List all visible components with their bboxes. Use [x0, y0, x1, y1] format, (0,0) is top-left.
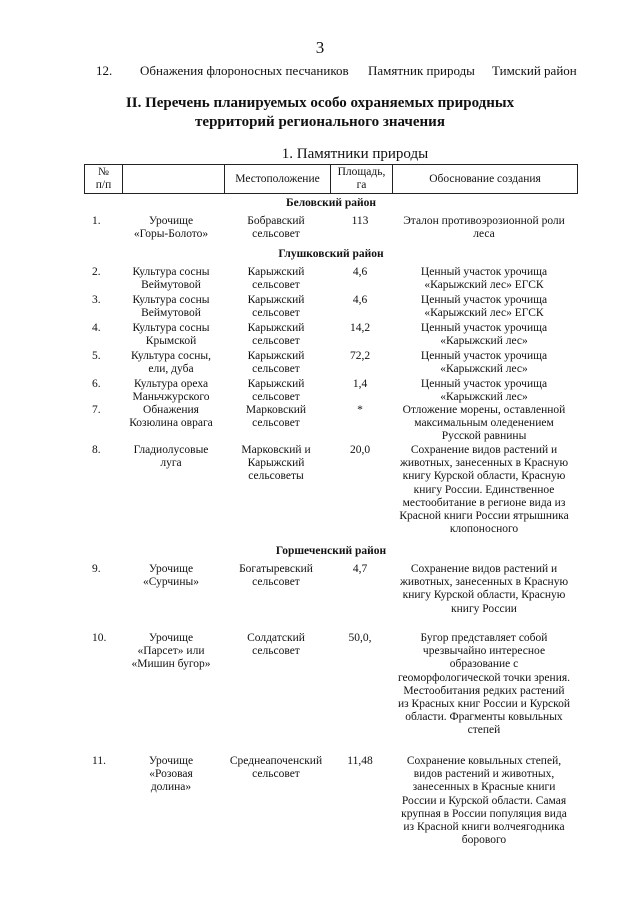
cell-area: 113	[351, 215, 369, 227]
cell-area: 4,6	[352, 294, 368, 306]
table-header	[84, 164, 578, 194]
cell-area: *	[357, 404, 363, 416]
cell-loc: Карыжский сельсовет	[247, 350, 305, 376]
header-area: Площадь, га	[331, 165, 393, 193]
cell-num: 11.	[92, 755, 106, 767]
cell-area: 20,0	[349, 444, 371, 456]
section-title	[40, 94, 600, 132]
cell-reason: Эталон противоэрозионной роли леса	[403, 215, 565, 241]
cell-name: Урочище «Сурчины»	[143, 563, 199, 589]
cell-loc: Карыжский сельсовет	[247, 266, 305, 292]
cell-loc: Солдатский сельсовет	[247, 632, 305, 658]
cell-reason: Сохранение видов растений и животных, занесенных в Красную книгу Курской области, Красную книгу России. Единственное местообитание в регионе вида из Красной книги России ятрышника клопоносного	[399, 444, 569, 536]
cell-num: 9.	[92, 563, 101, 575]
region-gorshechensky: Горшеченский район	[275, 545, 387, 557]
cell-name: Урочище «Парсет» или «Мишин бугор»	[131, 632, 211, 671]
cell-loc: Марковский и Карыжский сельсоветы	[241, 444, 311, 483]
cell-num: 1.	[92, 215, 101, 227]
cell-name: Культура ореха Маньчжурского	[132, 378, 210, 404]
cell-num: 5.	[92, 350, 101, 362]
cell-name: Культура сосны Веймутовой	[132, 266, 210, 292]
section-title-line2: территорий регионального значения	[195, 114, 445, 130]
top-row-num: 12.	[96, 63, 113, 78]
header-reason: Обоснование создания	[429, 172, 541, 185]
cell-reason: Бугор представляет собой чрезвычайно интересное образование с геоморфологической точки зрения. Местообитания редких растений из Красных книг России и Курской области. Фрагменты ковыльных степей	[397, 632, 571, 737]
cell-area: 14,2	[349, 322, 371, 334]
top-row-type: Памятник природы	[368, 63, 475, 78]
cell-num: 10.	[92, 632, 107, 644]
cell-reason: Ценный участок урочища «Карыжский лес» ЕГСК	[420, 294, 548, 320]
cell-name: Урочище «Розовая долина»	[148, 755, 194, 794]
cell-name: Обнажения Козюлина оврага	[129, 404, 213, 430]
cell-area: 50,0,	[348, 632, 372, 644]
top-row-name: Обнажения флороносных песчаников	[140, 63, 349, 78]
cell-loc: Карыжский сельсовет	[247, 378, 305, 404]
cell-loc: Бобравский сельсовет	[247, 215, 305, 241]
cell-area: 1,4	[352, 378, 368, 390]
cell-reason: Ценный участок урочища «Карыжский лес» ЕГСК	[420, 266, 548, 292]
cell-loc: Марковский сельсовет	[245, 404, 307, 430]
cell-num: 3.	[92, 294, 101, 306]
cell-loc: Карыжский сельсовет	[247, 322, 305, 348]
cell-loc: Карыжский сельсовет	[247, 294, 305, 320]
cell-area: 72,2	[349, 350, 371, 362]
cell-area: 4,6	[352, 266, 368, 278]
header-num: № п/п	[85, 165, 123, 193]
cell-reason: Сохранение видов растений и животных, занесенных в Красную книгу Курской области, Красную книгу России	[399, 563, 569, 615]
cell-num: 8.	[92, 444, 101, 456]
cell-name: Урочище «Горы-Болото»	[133, 215, 209, 241]
cell-reason: Ценный участок урочища «Карыжский лес»	[420, 378, 548, 404]
page-number: 3	[315, 38, 325, 57]
cell-reason: Сохранение ковыльных степей, видов растений и животных, занесенных в Красные книги России и Курской области. Самая крупная в России популяция вида из Красной книги волчеягодника борового	[401, 755, 567, 847]
cell-reason: Ценный участок урочища «Карыжский лес»	[420, 350, 548, 376]
region-belovsky: Беловский район	[286, 197, 376, 209]
cell-num: 7.	[92, 404, 101, 416]
top-row-district: Тимский район	[492, 63, 577, 78]
cell-name: Культура сосны Веймутовой	[132, 294, 210, 320]
section-title-line1: II. Перечень планируемых особо охраняемых природных	[125, 95, 515, 111]
cell-name: Культура сосны, ели, дуба	[131, 350, 211, 376]
header-location: Местоположение	[225, 165, 331, 193]
cell-area: 4,7	[352, 563, 368, 575]
cell-reason: Ценный участок урочища «Карыжский лес»	[420, 322, 548, 348]
header-name	[123, 165, 225, 193]
cell-loc: Среднеапоченский сельсовет	[229, 755, 323, 781]
cell-name: Гладиолусовые луга	[133, 444, 209, 470]
subsection-title: 1. Памятники природы	[281, 146, 429, 162]
cell-reason: Отложение морены, оставленной максимальным оледенением Русской равнины	[402, 404, 566, 443]
cell-num: 6.	[92, 378, 101, 390]
cell-name: Культура сосны Крымской	[132, 322, 210, 348]
region-glushkovsky: Глушковский район	[278, 248, 384, 260]
cell-loc: Богатыревский сельсовет	[239, 563, 313, 589]
cell-num: 4.	[92, 322, 101, 334]
cell-area: 11,48	[347, 755, 373, 767]
cell-num: 2.	[92, 266, 101, 278]
